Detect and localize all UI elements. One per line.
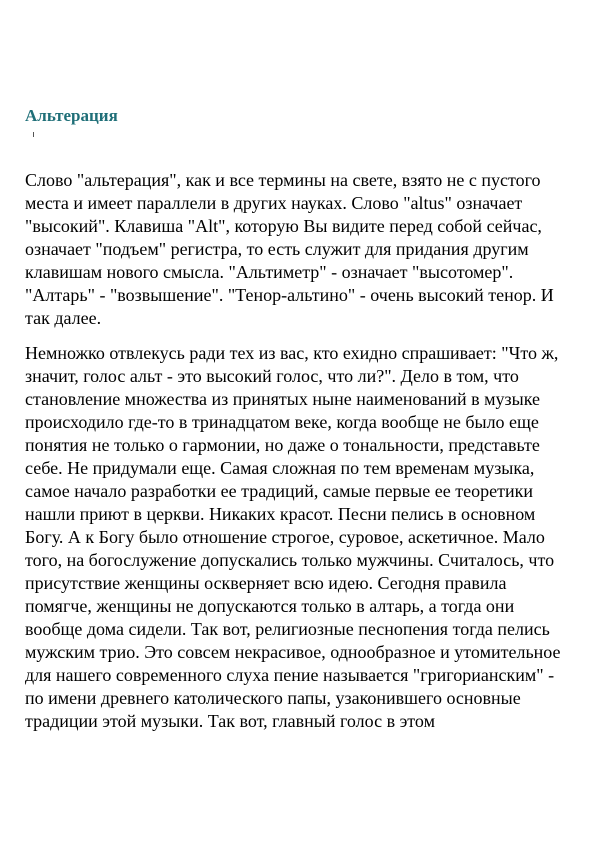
title-marker: [33, 132, 34, 137]
page-title: Альтерация: [25, 106, 118, 125]
document-page: [25, 106, 573, 733]
paragraph-1: Слово "альтерация", как и все термины на свете, взято не с пустого места и имеет параллели в других науках. Слово "altus" означает "высокий". Клавиша "Alt", которую Вы видите перед собой сейчас, означает "подъем" регистра, то есть служит для придания другим клавишам нового смысла. "Альтиметр" - означает "высотомер". "Алтарь" - "возвышение". "Тенор-альтино" - очень высокий тенор. И так далее.: [25, 170, 554, 328]
paragraph-2: Немножко отвлекусь ради тех из вас, кто ехидно спрашивает: "Что ж, значит, голос альт - это высокий голос, что ли?". Дело в том, что становление множества из принятых ныне наименований в музыке происходило где-то в тринадцатом веке, когда вообще не было еще понятия не только о гармонии, но даже о тональности, представьте себе. Не придумали еще. Самая сложная по тем временам музыка, самое начало разработки ее традиций, самые первые ее теоретики нашли приют в церкви. Никаких красот. Песни пелись в основном Богу. А к Богу было отношение строгое, суровое, аскетичное. Мало того, на богослужение допускались только мужчины. Считалось, что присутствие женщины оскверняет всю идею. Сегодня правила помягче, женщины не допускаются только в алтарь, а тогда они вообще дома сидели. Так вот, религиозные песнопения тогда пелись мужским трио. Это совсем некрасивое, однообразное и утомительное для нашего современного слуха пение называется "григорианским" - по имени древнего католического папы, узаконившего основные традиции этой музыки. Так вот, главный голос в этом: [25, 343, 561, 731]
